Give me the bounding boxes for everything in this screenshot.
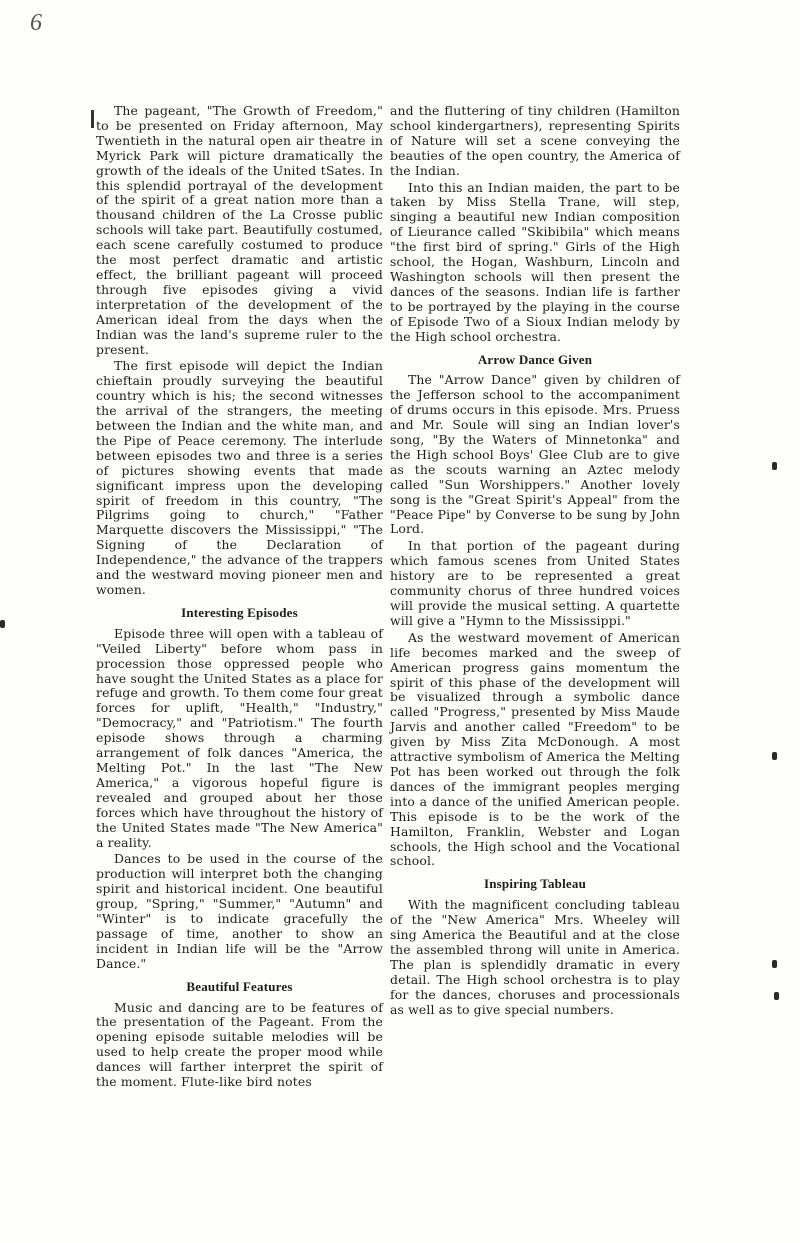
paragraph-arrow-dance: The "Arrow Dance" given by children of the Jefferson school to the accompaniment of drums occurs in this episode. Mrs. Pruess and Mr. Soule will sing an Indian lover's song, "By the Waters of Minnetonka" and the High school Boys' Glee Club are to give as the scouts warning an Aztec melody called "Sun Worshippers." Another lovely song is the "Great Spirit's Appeal" from the "Peace Pipe" by Converse to be sung by John Lord. <box>390 372 680 537</box>
heading-arrow-dance-given: Arrow Dance Given <box>477 351 593 367</box>
heading-beautiful-features: Beautiful Features <box>186 978 293 994</box>
paragraph-westward-movement: As the westward movement of American life becomes marked and the sweep of American progress gains momentum the spirit of this phase of the development will be visualized through a symbolic dance called "Progress," presented by Miss Maude Jarvis and another called "Freedom" to be given by Miss Zita McDonough. A most attractive symbolism of America the Melting Pot has been worked out through the folk dances of the immigrant peoples merging into a dance of the unified American people. This episode is to be the work of the Hamilton, Franklin, Webster and Logan schools, the High school and the Vocational school. <box>390 629 680 869</box>
binding-hole-mark <box>772 752 777 760</box>
article-left-column <box>96 104 383 1090</box>
paragraph-episode-three: Episode three will open with a tableau of "Veiled Liberty" before whom pass in procession those oppressed people who have sought the United States as a place for refuge and growth. To them come four great forces for uplift, "Health," "Industry," "Democracy," and "Patriotism." The fourth episode shows through a charming arrangement of folk dances "America, the Melting Pot." In the last "The New America," a vigorous hopeful figure is revealed and grouped about her those forces which have throughout the history of the United States made "The New America" a reality. <box>96 625 383 850</box>
paragraph-indian-maiden: Into this an Indian maiden, the part to be taken by Miss Stella Trane, will step, singing a beautiful new Indian composition of Lieurance called "Skibibila" which means "the first bird of spring." Girls of the High school, the Hogan, Washburn, Lincoln and Washington schools will then present the dances of the seasons. Indian life is farther to be portrayed by the playing in the course of Episode Two of a Sioux Indian melody by the High school orchestra. <box>390 179 680 344</box>
paragraph-first-episode: The first episode will depict the Indian chieftain proudly surveying the beautiful country which is his; the second witnesses the arrival of the strangers, the meeting between the Indian and the white man, and the Pipe of Peace ceremony. The interlude between episodes two and three is a series of pictures showing events that made significant impress upon the developing spirit of freedom in this country, "The Pilgrims going to church," "Father Marquette discovers the Mississippi," "The Signing of the Declaration of Independence," the advance of the trappers and the westward moving pioneer men and women. <box>96 358 383 597</box>
binding-hole-mark <box>772 462 777 470</box>
heading-inspiring-tableau: Inspiring Tableau <box>483 876 587 892</box>
heading-interesting-episodes: Interesting Episodes <box>181 604 298 620</box>
paragraph-bird-notes-continued: and the fluttering of tiny children (Hamilton school kindergartners), representing Spirits of Nature will set a scene conveying the beauties of the open country, the America of the Indian. <box>390 103 680 178</box>
paragraph-community-chorus: In that portion of the pageant during which famous scenes from United States history are to be represented a great community chorus of three hundred voices will provide the musical setting. A quartette will give a "Hymn to the Mississippi." <box>390 538 680 628</box>
paragraph-music-dancing: Music and dancing are to be features of the presentation of the Pageant. From the opening episode suitable melodies will be used to help create the proper mood while dances will farther interpret the spirit of the moment. Flute-like bird notes <box>96 999 383 1090</box>
binding-hole-mark <box>774 992 779 1000</box>
page-number-mark: 6 <box>30 10 42 36</box>
binding-hole-mark <box>772 960 777 968</box>
paragraph-intro: The pageant, "The Growth of Freedom," to be presented on Friday afternoon, May Twentieth in the natural open air theatre in Myrick Park will picture dramatically the growth of the ideals of the United tSates. In this splendid portrayal of the development of the spirit of a great nation more than a thousand children of the La Crosse public schools will take part. Beautifully costumed, each scene carefully costumed to produce the most perfect dramatic and artistic effect, the brilliant pageant will proceed through five episodes giving a vivid interpretation of the development of the American ideal from the days when the Indian was the land's supreme ruler to the present. <box>96 103 383 357</box>
binding-hole-mark <box>0 620 5 628</box>
paragraph-dances: Dances to be used in the course of the production will interpret both the changing spirit and historical incident. One beautiful group, "Spring," "Summer," "Autumn" and "Winter" is to indicate gracefully the passage of time, another to show an incident in Indian life will be the "Arrow Dance." <box>96 851 383 971</box>
column-bracket-mark <box>91 110 94 128</box>
article-right-column <box>390 104 680 1017</box>
paragraph-concluding-tableau: With the magnificent concluding tableau of the "New America" Mrs. Wheeley will sing America the Beautiful and at the close the assembled throng will unite in America. The plan is splendidly dramatic in every detail. The High school orchestra is to play for the dances, choruses and processionals as well as to give special numbers. <box>390 897 680 1017</box>
